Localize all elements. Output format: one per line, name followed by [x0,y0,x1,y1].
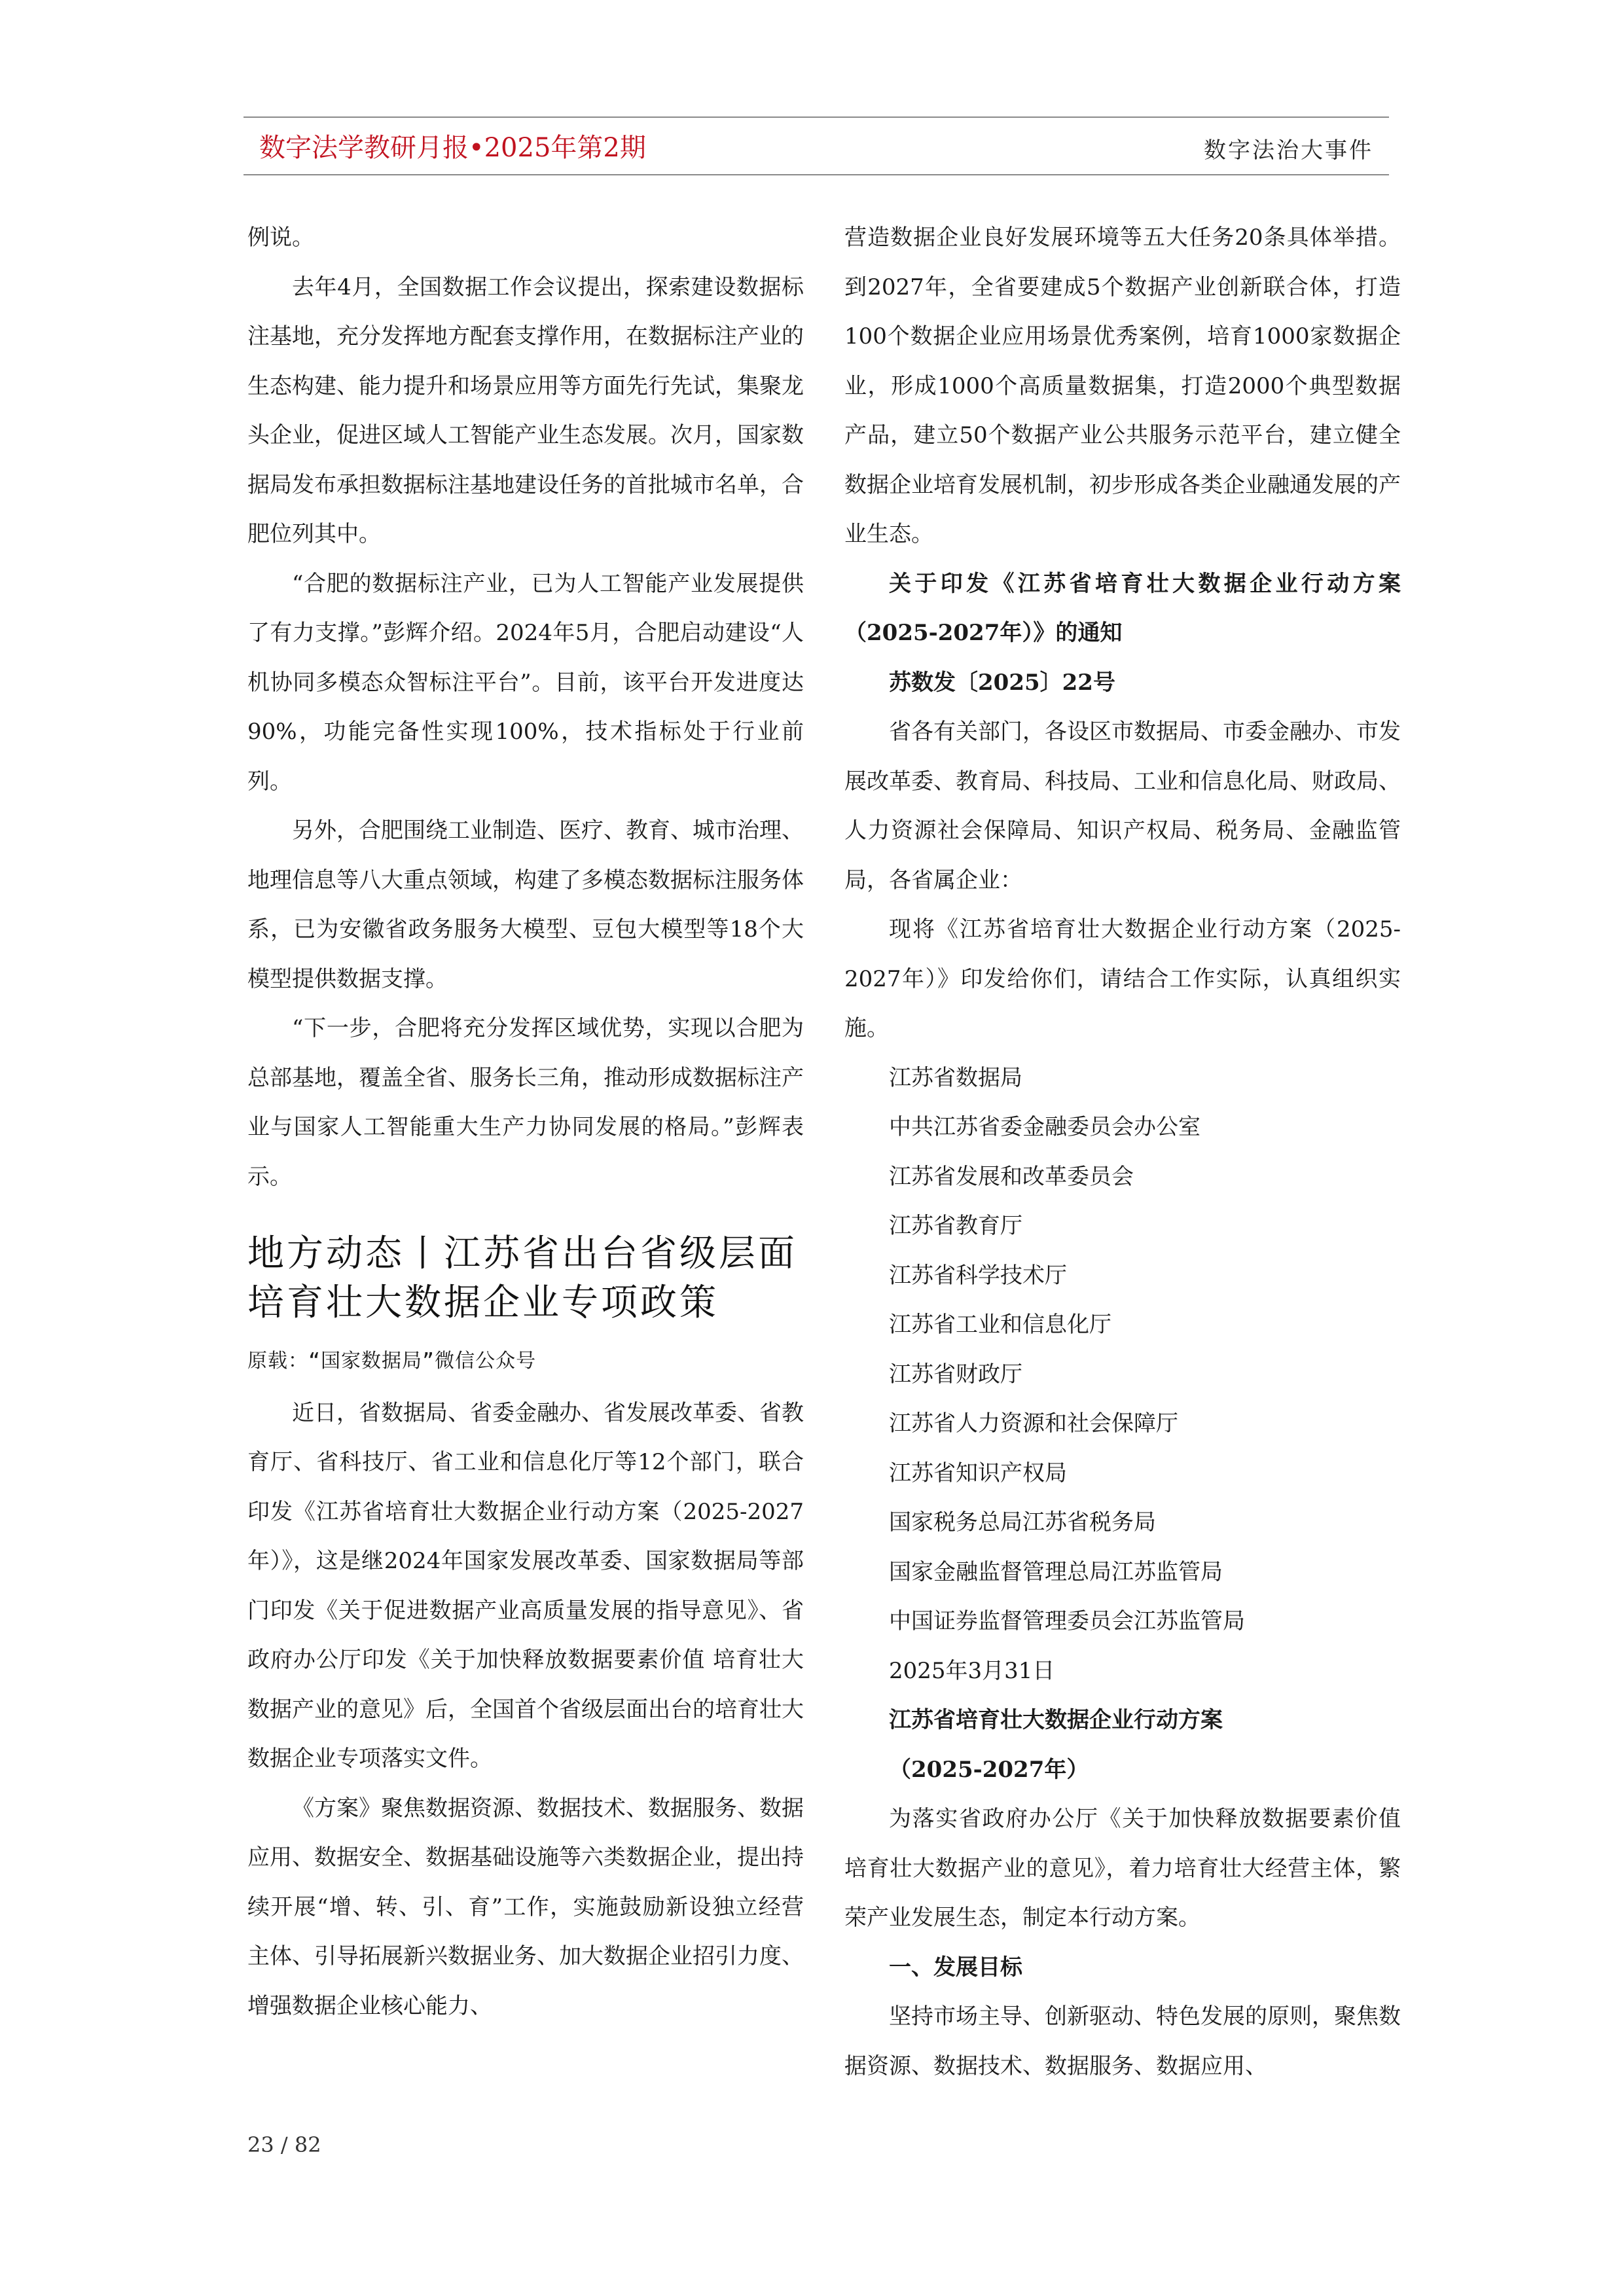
signatory: 江苏省科学技术厅 [889,1262,1067,1289]
signatory: 国家税务总局江苏省税务局 [889,1509,1156,1535]
paragraph: 营造数据企业良好发展环境等五大任务20条具体举措。到2027年，全省要建成5个数据产业创新联合体，打造100个数据企业应用场景优秀案例，培育1000家数据企业，形成1000个高质量数据集，打造2000个典型数据产品，建立50个数据产业公共服务示范平台，建立健全数据企业培育发展机制，初步形成各类企业融通发展的产业生态。 [844,224,1401,547]
signatory: 江苏省财政厅 [889,1361,1022,1388]
paragraph: 为落实省政府办公厅《关于加快释放数据要素价值 培育壮大数据产业的意见》，着力培育壮大经营主体，繁荣产业发展生态，制定本行动方案。 [844,1806,1401,1931]
section-title: 数字法治大事件 [1204,137,1373,164]
plan-years: （2025-2027年） [889,1756,1089,1783]
article-source: 原载：“国家数据局”微信公众号 [247,1350,537,1372]
journal-title: 数字法学教研月报•2025年第2期 [259,133,646,163]
notice-date: 2025年3月31日 [889,1657,1055,1684]
notice-title: 关于印发《江苏省培育壮大数据企业行动方案（2025-2027年）》的通知 [844,570,1401,646]
signatory: 中共江苏省委金融委员会办公室 [889,1114,1200,1140]
signatory: 江苏省工业和信息化厅 [889,1312,1111,1338]
left-column [247,213,804,2031]
document-number: 苏数发〔2025〕22号 [889,669,1115,696]
page-header [244,117,1389,175]
paragraph: 坚持市场主导、创新驱动、特色发展的原则，聚焦数据资源、数据技术、数据服务、数据应用、 [844,2003,1401,2079]
signatory: 江苏省知识产权局 [889,1460,1067,1486]
paragraph: 《方案》聚焦数据资源、数据技术、数据服务、数据应用、数据安全、数据基础设施等六类数据企业，提出持续开展“增、转、引、育”工作，实施鼓励新设独立经营主体、引导拓展新兴数据业务、加大数据企业招引力度、增强数据企业核心能力、 [247,1795,804,2019]
paragraph: “合肥的数据标注产业，已为人工智能产业发展提供了有力支撑。”彭辉介绍。2024年5月，合肥启动建设“人机协同多模态众智标注平台”。目前，该平台开发进度达90%，功能完备性实现100%，技术指标处于行业前列。 [247,570,804,795]
signatory: 江苏省发展和改革委员会 [889,1163,1134,1190]
paragraph: 去年4月，全国数据工作会议提出，探索建设数据标注基地，充分发挥地方配套支撑作用，在数据标注产业的生态构建、能力提升和场景应用等方面先行先试，集聚龙头企业，促进区域人工智能产业生态发展。次月，国家数据局发布承担数据标注基地建设任务的首批城市名单，合肥位列其中。 [247,274,804,547]
signatory: 江苏省教育厅 [889,1213,1022,1239]
article-heading: 地方动态丨江苏省出台省级层面培育壮大数据企业专项政策 [247,1232,797,1324]
right-column [844,213,1401,2091]
paragraph: 例说。 [247,224,314,251]
paragraph: 近日，省数据局、省委金融办、省发展改革委、省教育厅、省科技厅、省工业和信息化厅等12个部门，联合印发《江苏省培育壮大数据企业行动方案（2025-2027年）》，这是继2024年国家发展改革委、国家数据局等部门印发《关于促进数据产业高质量发展的指导意见》、省政府办公厅印发《关于加快释放数据要素价值 培育壮大数据产业的意见》后，全国首个省级层面出台的培育壮大数据企业专项落实文件。 [247,1399,804,1772]
signatory: 国家金融监督管理总局江苏监管局 [889,1558,1223,1585]
paragraph: 省各有关部门，各设区市数据局、市委金融办、市发展改革委、教育局、科技局、工业和信息化局、财政局、人力资源社会保障局、知识产权局、税务局、金融监管局，各省属企业： [844,719,1401,893]
signatory: 江苏省数据局 [889,1064,1022,1091]
plan-title: 江苏省培育壮大数据企业行动方案 [889,1707,1223,1733]
signatory: 中国证券监督管理委员会江苏监管局 [889,1608,1245,1634]
page-number: 23 / 82 [247,2132,321,2157]
paragraph: 另外，合肥围绕工业制造、医疗、教育、城市治理、地理信息等八大重点领域，构建了多模态数据标注服务体系，已为安徽省政务服务大模型、豆包大模型等18个大模型提供数据支撑。 [247,817,804,992]
paragraph: 现将《江苏省培育壮大数据企业行动方案（2025-2027年）》印发给你们，请结合工作实际，认真组织实施。 [844,916,1401,1041]
section-heading: 一、发展目标 [889,1954,1022,1981]
signatory: 江苏省人力资源和社会保障厅 [889,1410,1178,1437]
paragraph: “下一步，合肥将充分发挥区域优势，实现以合肥为总部基地，覆盖全省、服务长三角，推动形成数据标注产业与国家人工智能重大生产力协同发展的格局。”彭辉表示。 [247,1015,804,1190]
